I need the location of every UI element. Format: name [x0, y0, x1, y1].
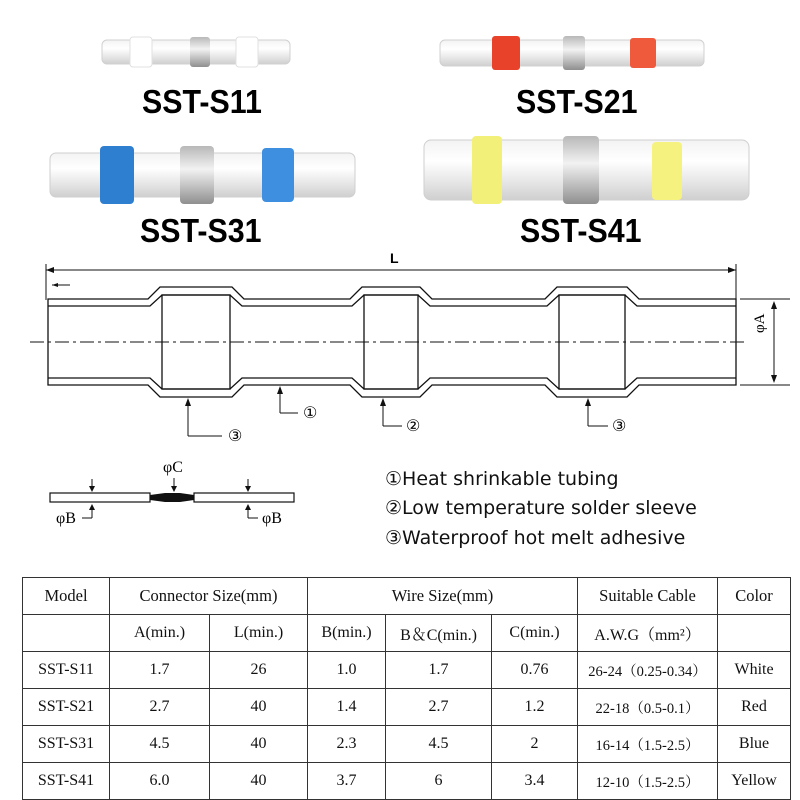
model-label-sst-s21: SST-S21 — [516, 83, 638, 120]
cell-l: 40 — [210, 763, 308, 800]
subheader-awg: A.W.G（mm²） — [578, 615, 718, 652]
header-color: Color — [718, 578, 791, 615]
cell-model: SST-S31 — [23, 726, 110, 763]
product-sst-s31-image — [50, 146, 355, 204]
subheader-b-min: B(min.) — [308, 615, 386, 652]
subheader-empty — [23, 615, 110, 652]
legend-item-solder-sleeve: ②Low temperature solder sleeve — [385, 497, 697, 519]
cell-color: White — [718, 652, 791, 689]
model-label-sst-s31: SST-S31 — [140, 212, 262, 249]
cell-color: Blue — [718, 726, 791, 763]
table-subheader-row — [23, 615, 791, 652]
spec-table — [22, 577, 791, 800]
table-row — [23, 726, 791, 763]
cell-color: Red — [718, 689, 791, 726]
cell-c: 1.2 — [492, 689, 578, 726]
table-header-row — [23, 578, 791, 615]
table-row — [23, 763, 791, 800]
table-row — [23, 652, 791, 689]
cell-bc: 6 — [386, 763, 492, 800]
cell-bc: 1.7 — [386, 652, 492, 689]
cell-bc: 2.7 — [386, 689, 492, 726]
cell-model: SST-S21 — [23, 689, 110, 726]
cell-cable: 12-10（1.5-2.5） — [578, 763, 718, 800]
product-sst-s11-image — [102, 37, 290, 67]
header-wire-size: Wire Size(mm) — [308, 578, 578, 615]
diameter-b-label-right: φB — [262, 510, 282, 527]
legend-item-heat-shrink: ①Heat shrinkable tubing — [385, 468, 619, 490]
cell-b: 3.7 — [308, 763, 386, 800]
callout-1-label: ① — [303, 405, 318, 422]
connector-diagram — [30, 264, 790, 436]
cell-cable: 16-14（1.5-2.5） — [578, 726, 718, 763]
cell-c: 3.4 — [492, 763, 578, 800]
cell-b: 2.3 — [308, 726, 386, 763]
cell-b: 1.0 — [308, 652, 386, 689]
product-sst-s41-image — [424, 136, 749, 204]
subheader-empty-color — [718, 615, 791, 652]
cell-a: 1.7 — [110, 652, 210, 689]
subheader-l-min: L(min.) — [210, 615, 308, 652]
diameter-a-label: φA — [752, 313, 768, 333]
cell-model: SST-S41 — [23, 763, 110, 800]
header-connector-size: Connector Size(mm) — [110, 578, 308, 615]
cell-b: 1.4 — [308, 689, 386, 726]
subheader-a-min: A(min.) — [110, 615, 210, 652]
cell-l: 40 — [210, 726, 308, 763]
cell-color: Yellow — [718, 763, 791, 800]
wire-diagram — [50, 478, 294, 518]
callout-2-label: ② — [406, 418, 421, 435]
cell-a: 2.7 — [110, 689, 210, 726]
cell-a: 6.0 — [110, 763, 210, 800]
header-model: Model — [23, 578, 110, 615]
header-suitable-cable: Suitable Cable — [578, 578, 718, 615]
cell-c: 2 — [492, 726, 578, 763]
subheader-c-min: C(min.) — [492, 615, 578, 652]
callout-3-label-right: ③ — [612, 418, 627, 435]
cell-a: 4.5 — [110, 726, 210, 763]
cell-c: 0.76 — [492, 652, 578, 689]
callout-3-label-left: ③ — [228, 428, 243, 445]
table-row — [23, 689, 791, 726]
subheader-bc-min: B＆C(min.) — [386, 615, 492, 652]
legend-item-adhesive: ③Waterproof hot melt adhesive — [385, 527, 686, 549]
diameter-b-label-left: φB — [56, 510, 76, 527]
model-label-sst-s11: SST-S11 — [142, 83, 262, 120]
cell-cable: 26-24（0.25-0.34） — [578, 652, 718, 689]
cell-l: 26 — [210, 652, 308, 689]
cell-cable: 22-18（0.5-0.1） — [578, 689, 718, 726]
cell-l: 40 — [210, 689, 308, 726]
product-sst-s21-image — [440, 36, 704, 70]
length-label: L — [390, 250, 399, 266]
model-label-sst-s41: SST-S41 — [520, 212, 642, 249]
cell-model: SST-S11 — [23, 652, 110, 689]
cell-bc: 4.5 — [386, 726, 492, 763]
diameter-c-label: φC — [163, 459, 183, 476]
